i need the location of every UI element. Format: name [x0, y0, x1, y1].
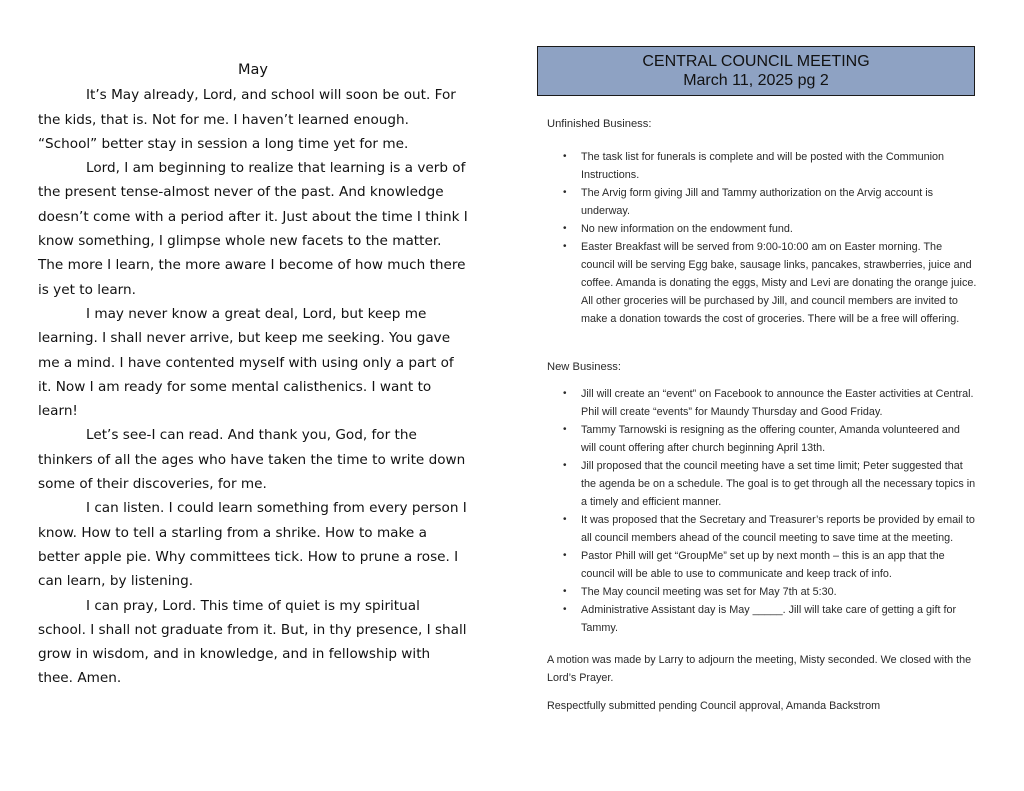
list-item — [547, 238, 977, 328]
list-item — [547, 385, 977, 421]
list-item — [547, 220, 977, 238]
list-item-text: The task list for funerals is complete and will be posted with the Communion Instructions. — [581, 151, 945, 181]
paragraph-4: Let’s see-I can read. And thank you, God, for the thinkers of all the ages who have taken the time to write down some of their discoveries, for me. — [38, 427, 466, 493]
list-item-text: It was proposed that the Secretary and Treasurer’s reports be provided by email to all council members ahead of the council meeting to save time at the meeting. — [581, 514, 975, 544]
unfinished-business-heading: Unfinished Business: — [547, 118, 652, 130]
bullet-icon: • — [563, 604, 567, 615]
list-item-text: Administrative Assistant day is May _____. Jill will take care of getting a gift for Tammy. — [581, 604, 957, 634]
list-item-text: Jill proposed that the council meeting have a set time limit; Peter suggested that the agenda be on a schedule. The goal is to get through all the necessary topics in a timely and efficient manner. — [581, 460, 976, 508]
bullet-icon: • — [563, 187, 567, 198]
bullet-icon: • — [563, 241, 567, 252]
meeting-date: March 11, 2025 pg 2 — [683, 72, 829, 89]
paragraph-5: I can listen. I could learn something from every person I know. How to tell a starling from a shrike. How to make a better apple pie. Why committees tick. How to prune a rose. I can learn, by listening. — [38, 500, 467, 590]
meeting-title: CENTRAL COUNCIL MEETING — [642, 53, 870, 70]
left-page — [38, 58, 468, 691]
list-item — [547, 184, 977, 220]
bullet-icon: • — [563, 223, 567, 234]
new-business-heading: New Business: — [547, 361, 621, 373]
list-item — [547, 583, 977, 601]
bullet-icon: • — [563, 586, 567, 597]
bullet-icon: • — [563, 514, 567, 525]
new-business-list — [547, 385, 977, 637]
paragraph-3: I may never know a great deal, Lord, but keep me learning. I shall never arrive, but keep me seeking. You gave me a mind. I have contented myself with using only a part of it. Now I am ready for some mental calisthenics. I want to learn! — [38, 305, 454, 420]
paragraph-1: It’s May already, Lord, and school will soon be out. For the kids, that is. Not for me. I haven’t learned enough. “School” better stay in session a long time yet for me. — [38, 87, 456, 152]
meeting-header — [537, 46, 975, 96]
list-item — [547, 457, 977, 511]
paragraph-2: Lord, I am beginning to realize that learning is a verb of the present tense-almost never of the past. And knowledge doesn’t come with a period after it. Just about the time I think I know something, I glimpse whole new facets to the matter. The more I learn, the more aware I become of how much there is yet to learn. — [38, 160, 468, 298]
list-item-text: No new information on the endowment fund. — [581, 223, 793, 235]
list-item — [547, 547, 977, 583]
bullet-icon: • — [563, 550, 567, 561]
motion-text: A motion was made by Larry to adjourn the meeting, Misty seconded. We closed with the Lord’s Prayer. — [547, 654, 972, 684]
list-item-text: Easter Breakfast will be served from 9:00-10:00 am on Easter morning. The council will be serving Egg bake, sausage links, pancakes, strawberries, juice and coffee. Amanda is donating the eggs, Misty and Levi are donating the orange juice. All other groceries will be purchased by Jill, and council members are invited to make a donation towards the cost of groceries. There will be a free will offering. — [581, 241, 977, 325]
list-item-text: Jill will create an “event” on Facebook to announce the Easter activities at Central. Phil will create “events” for Maundy Thursday and Good Friday. — [581, 388, 974, 418]
right-page — [537, 46, 977, 712]
bullet-icon: • — [563, 151, 567, 162]
list-item-text: The Arvig form giving Jill and Tammy authorization on the Arvig account is underway. — [581, 187, 934, 217]
list-item-text: Tammy Tarnowski is resigning as the offering counter, Amanda volunteered and will count offering after church beginning April 13th. — [581, 424, 960, 454]
list-item — [547, 511, 977, 547]
bullet-icon: • — [563, 424, 567, 435]
bullet-icon: • — [563, 460, 567, 471]
bullet-icon: • — [563, 388, 567, 399]
unfinished-business-list — [547, 148, 977, 328]
list-item-text: Pastor Phill will get “GroupMe” set up by next month – this is an app that the council will be able to use to communicate and keep track of info. — [581, 550, 945, 580]
submitted-by: Respectfully submitted pending Council approval, Amanda Backstrom — [547, 700, 881, 712]
list-item — [547, 421, 977, 457]
paragraph-6: I can pray, Lord. This time of quiet is my spiritual school. I shall not graduate from it. But, in thy presence, I shall grow in wisdom, and in knowledge, and in fellowship with thee. Amen. — [38, 597, 467, 687]
list-item — [547, 148, 977, 184]
list-item-text: The May council meeting was set for May 7th at 5:30. — [581, 586, 837, 598]
list-item — [547, 601, 977, 637]
page-title: May — [238, 62, 268, 78]
